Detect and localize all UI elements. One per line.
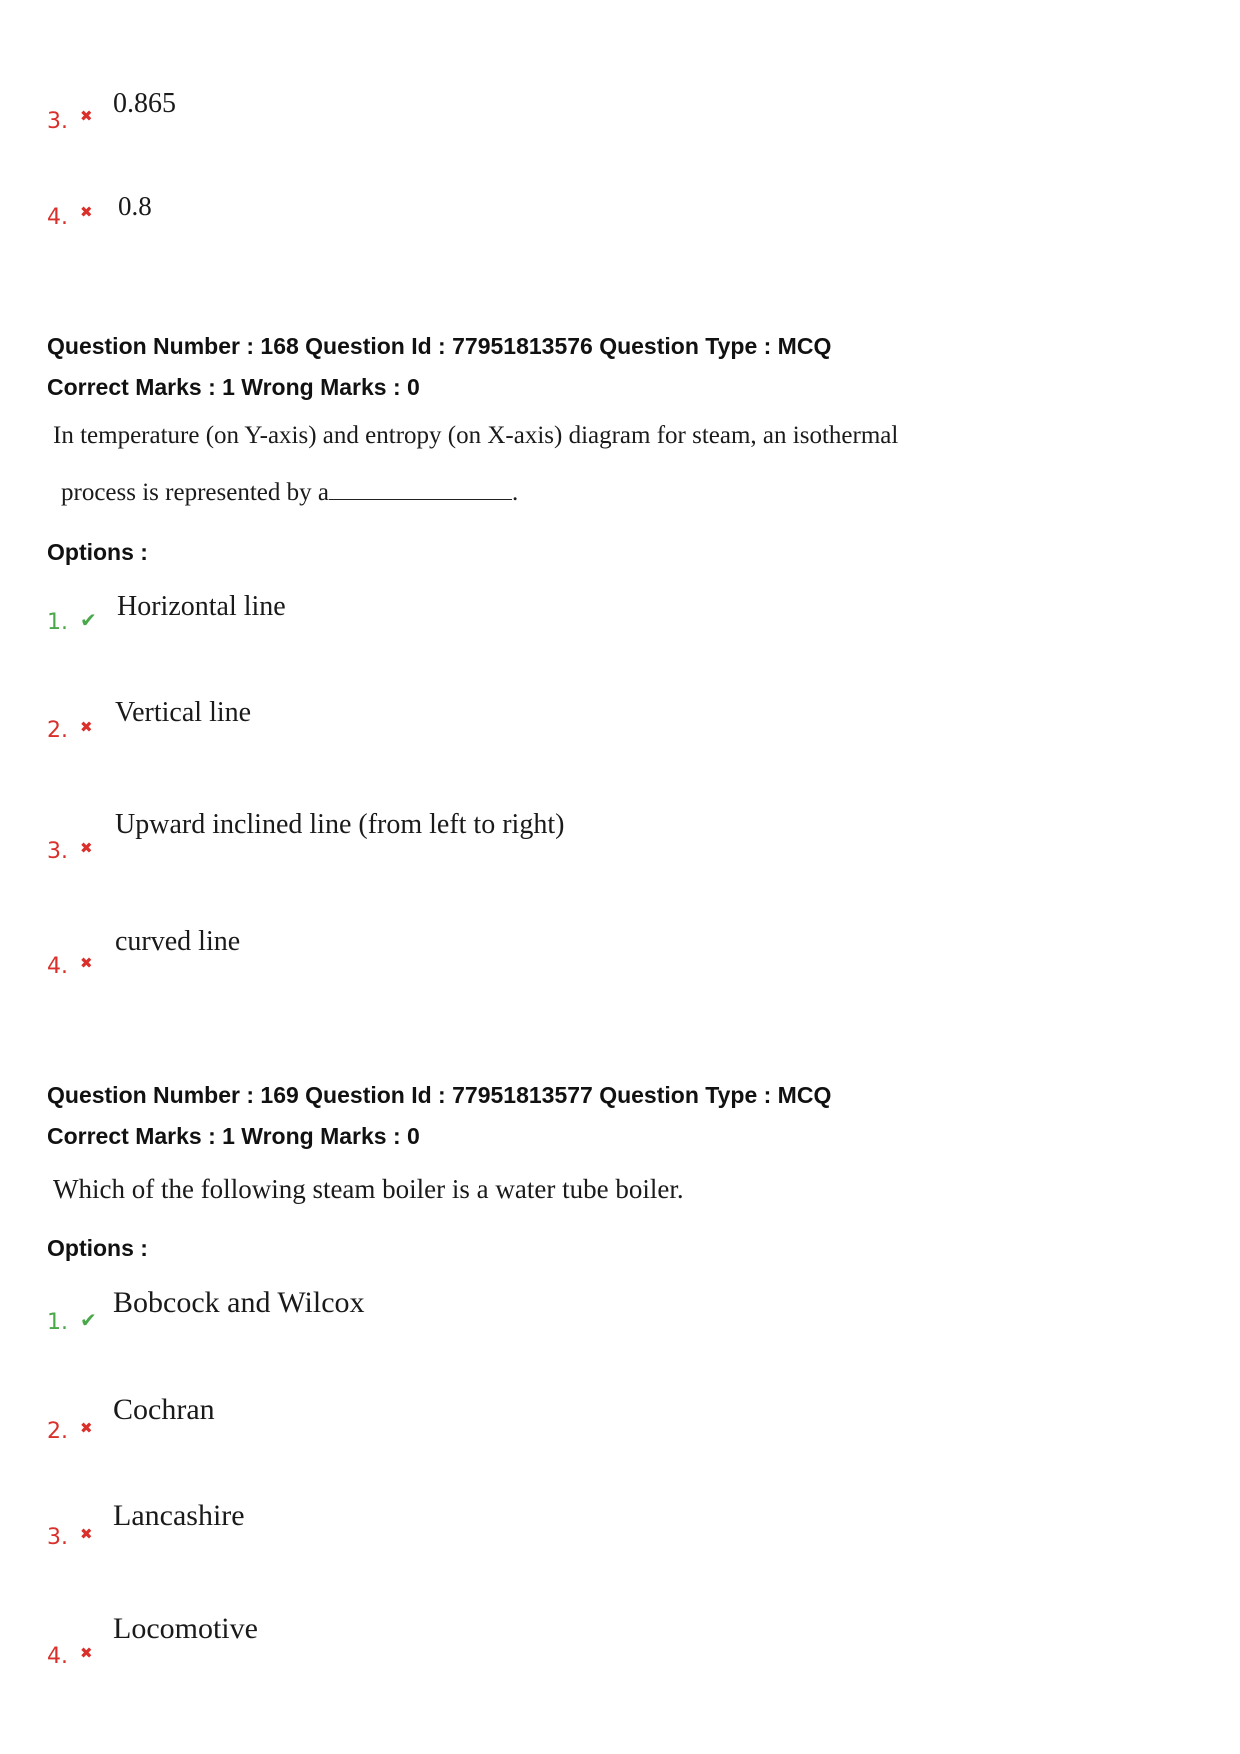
- option-number: 2.: [47, 1419, 68, 1444]
- option-text: Lancashire: [113, 1499, 245, 1532]
- option-text: Upward inclined line (from left to right): [115, 809, 565, 840]
- check-icon: [80, 1310, 97, 1332]
- cross-icon: [80, 953, 93, 973]
- option-text: Locomotive: [113, 1612, 258, 1645]
- cross-icon: [80, 1643, 93, 1663]
- option-number: 4.: [47, 1644, 68, 1669]
- question-text: process is represented by a: [61, 479, 329, 506]
- cross-icon: [80, 838, 93, 858]
- answer-blank: [329, 479, 512, 500]
- option-number: 1.: [47, 610, 68, 635]
- option-text: Vertical line: [115, 697, 252, 728]
- option-text: Horizontal line: [117, 591, 286, 622]
- option-text: 0.865: [113, 88, 176, 119]
- question-header: Question Number : 169 Question Id : 77951813577 Question Type : MCQ: [47, 1082, 832, 1108]
- question-header: Question Number : 168 Question Id : 77951813576 Question Type : MCQ: [47, 333, 832, 359]
- cross-icon: [80, 1524, 93, 1544]
- option-number: 3.: [47, 839, 68, 864]
- option-number: 2.: [47, 718, 68, 743]
- cross-icon: [80, 106, 93, 126]
- option-text: Cochran: [113, 1393, 215, 1426]
- option-number: 4.: [47, 205, 68, 230]
- option-number: 1.: [47, 1310, 68, 1335]
- cross-icon: [80, 717, 93, 737]
- question-text: Which of the following steam boiler is a water tube boiler.: [53, 1174, 684, 1204]
- question-text: In temperature (on Y-axis) and entropy (on X-axis) diagram for steam, an isothermal: [53, 422, 899, 449]
- check-icon: [80, 610, 97, 632]
- options-label: Options :: [47, 1235, 148, 1261]
- marks-line: Correct Marks : 1 Wrong Marks : 0: [47, 1123, 420, 1149]
- cross-icon: [80, 202, 93, 222]
- option-text: 0.8: [118, 191, 152, 221]
- option-text: curved line: [115, 926, 241, 957]
- option-text: Bobcock and Wilcox: [113, 1286, 365, 1319]
- options-label: Options :: [47, 539, 148, 565]
- option-number: 4.: [47, 954, 68, 979]
- cross-icon: [80, 1418, 93, 1438]
- option-number: 3.: [47, 1525, 68, 1550]
- marks-line: Correct Marks : 1 Wrong Marks : 0: [47, 374, 420, 400]
- question-text-line2: [61, 478, 518, 508]
- question-text-end: .: [511, 479, 519, 506]
- option-number: 3.: [47, 109, 68, 134]
